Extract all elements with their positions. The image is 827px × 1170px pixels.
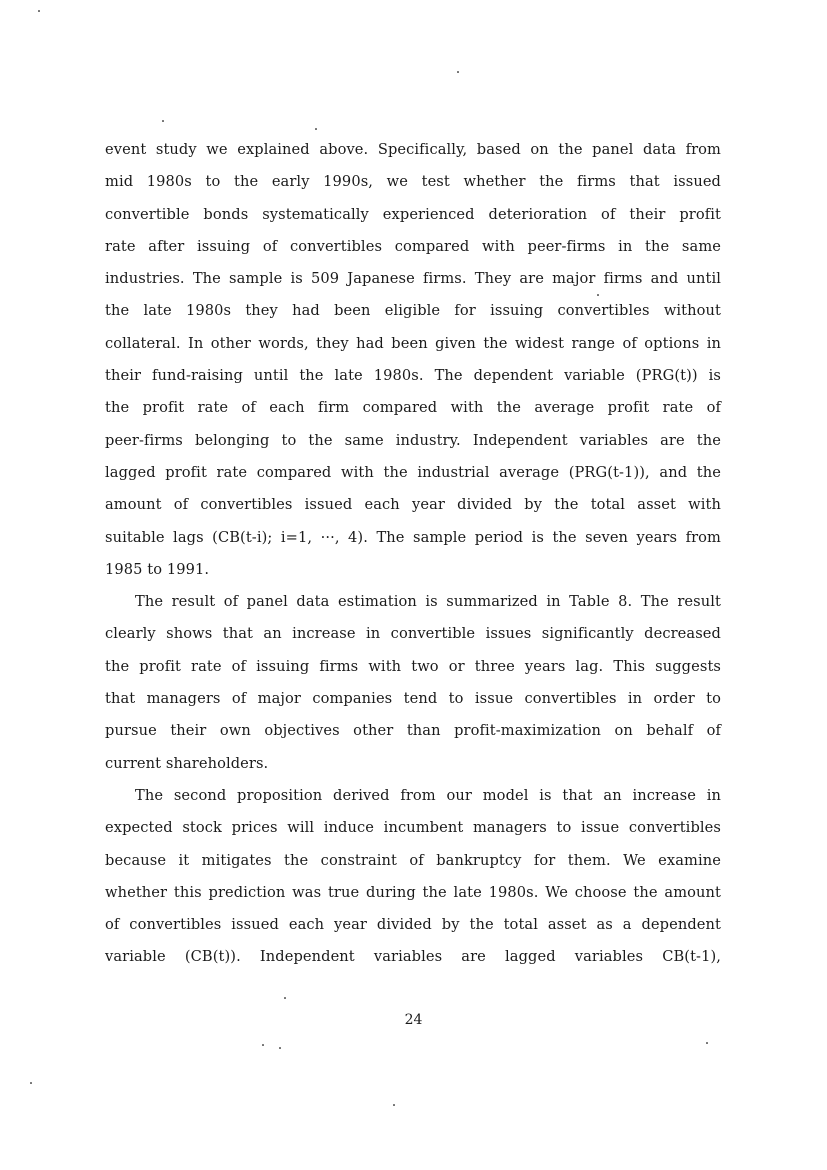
text-line: current shareholders. bbox=[105, 754, 269, 772]
text-line: the profit rate of issuing firms with two or three years lag. This suggests bbox=[105, 657, 721, 675]
scan-speck bbox=[262, 1044, 264, 1046]
text-line: because it mitigates the constraint of bankruptcy for them. We examine bbox=[105, 851, 721, 869]
text-line: collateral. In other words, they had been given the widest range of options in bbox=[105, 334, 721, 352]
scan-speck bbox=[284, 997, 286, 999]
text-line: 1985 to 1991. bbox=[105, 560, 210, 578]
text-line: variable (CB(t)). Independent variables are lagged variables CB(t-1), bbox=[105, 948, 721, 966]
text-line: lagged profit rate compared with the industrial average (PRG(t-1)), and the bbox=[105, 463, 721, 481]
text-line: whether this prediction was true during the late 1980s. We choose the amount bbox=[105, 883, 721, 901]
scan-speck bbox=[30, 1082, 32, 1084]
paragraph-1 bbox=[105, 134, 721, 586]
scan-speck bbox=[315, 128, 317, 130]
scan-speck bbox=[457, 71, 459, 73]
text-line: the late 1980s they had been eligible for issuing convertibles without bbox=[105, 302, 721, 320]
body-text bbox=[105, 134, 721, 974]
text-line: that managers of major companies tend to issue convertibles in order to bbox=[105, 690, 721, 708]
scan-speck bbox=[706, 1042, 708, 1044]
text-line: event study we explained above. Specifically, based on the panel data from bbox=[105, 141, 721, 158]
page-number: 24 bbox=[404, 1012, 423, 1028]
text-line: expected stock prices will induce incumbent managers to issue convertibles bbox=[105, 819, 721, 837]
text-line: mid 1980s to the early 1990s, we test whether the firms that issued bbox=[105, 173, 721, 191]
text-line: the profit rate of each firm compared with the average profit rate of bbox=[105, 399, 721, 417]
text-line: suitable lags (CB(t-i); i=1, ···, 4). The sample period is the seven years from bbox=[105, 528, 721, 546]
text-line: rate after issuing of convertibles compared with peer-firms in the same bbox=[105, 237, 721, 255]
text-line: clearly shows that an increase in convertible issues significantly decreased bbox=[105, 625, 721, 643]
scan-speck bbox=[393, 1104, 395, 1106]
text-line: amount of convertibles issued each year divided by the total asset with bbox=[105, 496, 721, 514]
scan-speck bbox=[279, 1047, 281, 1049]
text-line: convertible bonds systematically experienced deterioration of their profit bbox=[105, 205, 721, 223]
text-line: industries. The sample is 509 Japanese firms. They are major firms and until bbox=[105, 270, 721, 288]
scan-speck bbox=[162, 120, 164, 122]
scan-speck bbox=[38, 10, 40, 12]
text-line: of convertibles issued each year divided by the total asset as a dependent bbox=[105, 916, 721, 934]
text-line: The result of panel data estimation is summarized in Table 8. The result bbox=[135, 593, 721, 611]
text-line: peer-firms belonging to the same industry. Independent variables are the bbox=[105, 431, 721, 449]
paragraph-3 bbox=[105, 780, 721, 974]
text-line: their fund-raising until the late 1980s. The dependent variable (PRG(t)) is bbox=[105, 367, 721, 385]
paragraph-2 bbox=[105, 586, 721, 780]
text-line: The second proposition derived from our model is that an increase in bbox=[135, 786, 721, 804]
scan-speck bbox=[597, 294, 599, 296]
text-line: pursue their own objectives other than profit-maximization on behalf of bbox=[105, 722, 721, 740]
